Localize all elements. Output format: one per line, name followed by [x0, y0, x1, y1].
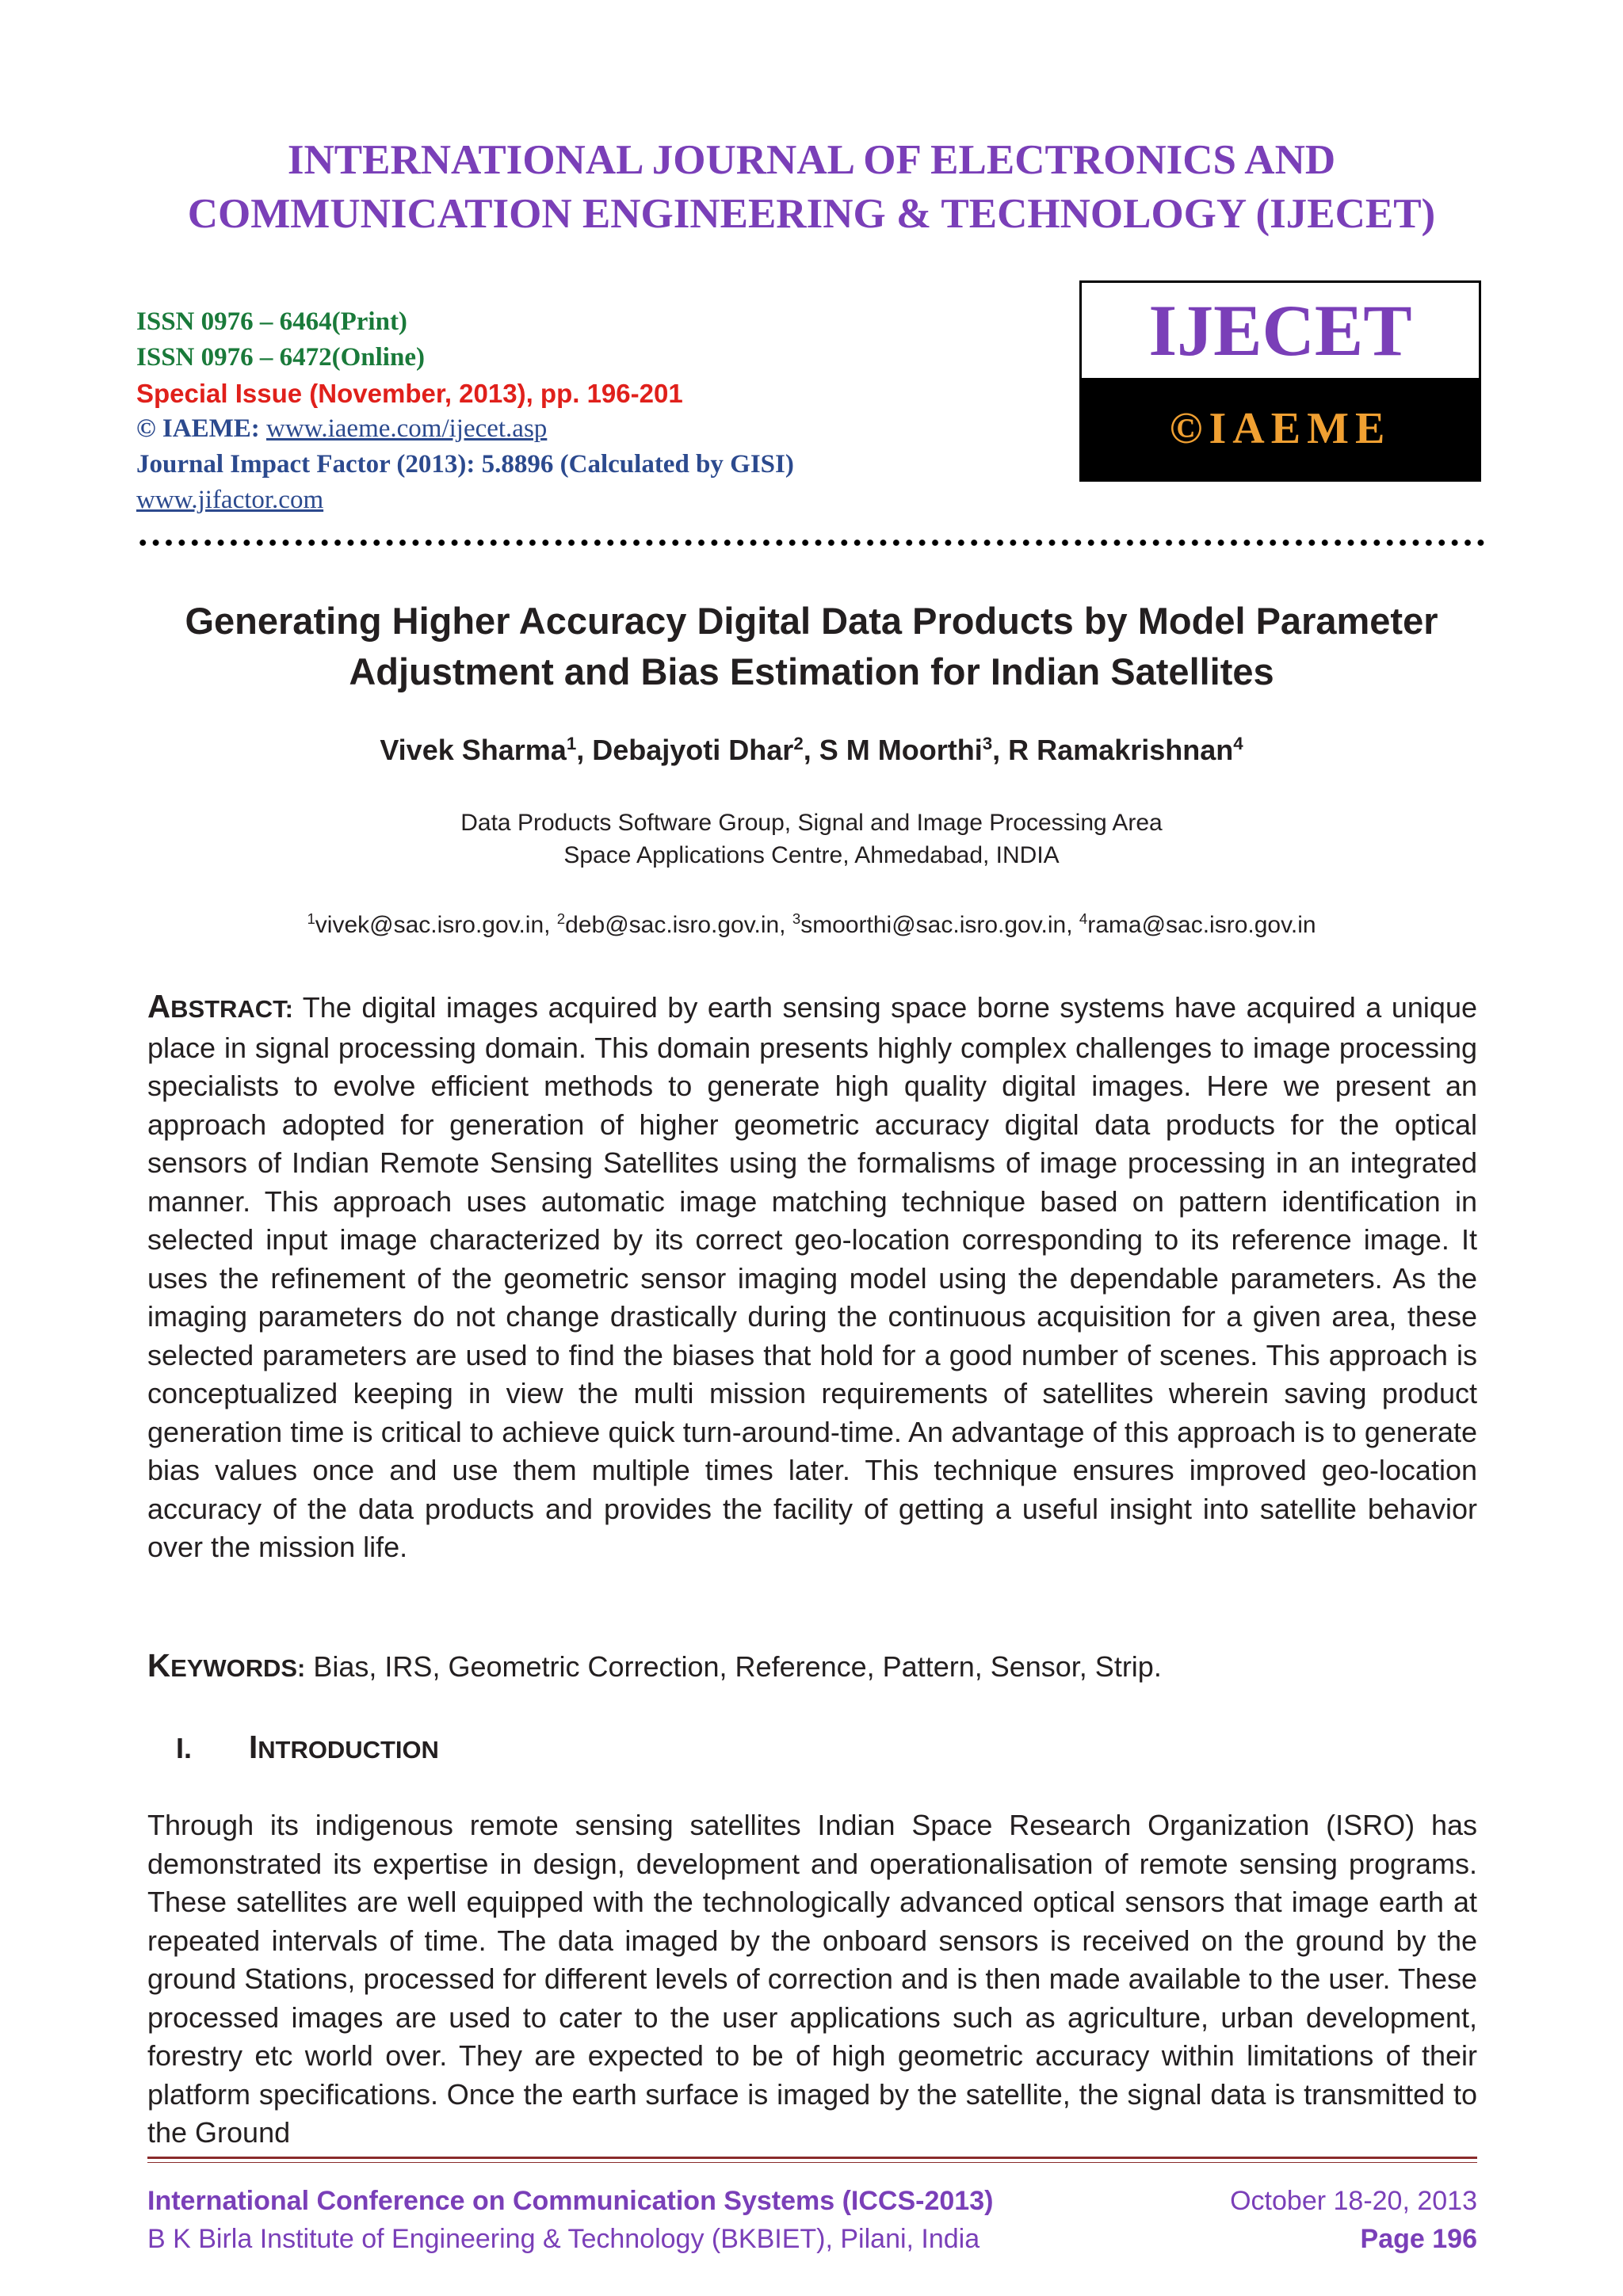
paper-title [119, 596, 1504, 697]
dotted-divider [136, 537, 1488, 548]
special-issue: Special Issue (November, 2013), pp. 196-201 [136, 379, 683, 408]
footer-page-number: Page 196 [1360, 2224, 1477, 2254]
email: rama@sac.isro.gov.in [1087, 912, 1316, 938]
journal-title-line2: COMMUNICATION ENGINEERING & TECHNOLOGY (IJECET) [187, 191, 1436, 237]
iaeme-line [136, 411, 794, 447]
iaeme-link[interactable]: www.iaeme.com/ijecet.asp [266, 414, 548, 443]
keywords-label: KEYWORDS: [147, 1647, 306, 1684]
issn-print: ISSN 0976 – 6464(Print) [136, 307, 407, 336]
author: Vivek Sharma [380, 734, 567, 766]
keywords [147, 1646, 1477, 1688]
impact-factor: Journal Impact Factor (2013): 5.8896 (Calculated by GISI) [136, 450, 794, 479]
email: deb@sac.isro.gov.in [565, 912, 780, 938]
author: S M Moorthi [819, 734, 983, 766]
introduction-paragraph: Through its indigenous remote sensing satellites Indian Space Research Organization (ISRO) has demonstrated its expertise in design, development and operationalisation of remote sensing programs. These satellites are well equipped with the technologically advanced optical sensors that image earth at repeated intervals of time. The data imaged by the onboard sensors is received on the ground by the ground Stations, processed for different levels of correction and is then made available to the user. These processed images are used to cater to the user applications such as agriculture, urban development, forestry etc world over. They are expected to be of high geometric accuracy within limitations of their platform specifications. Once the earth surface is imaged by the satellite, the signal data is transmitted to the Ground [147, 1809, 1477, 2149]
footer-institute: B K Birla Institute of Engineering & Technology (BKBIET), Pilani, India [147, 2224, 980, 2254]
issn-online: ISSN 0976 – 6472(Online) [136, 343, 425, 372]
footer-rule-thin [147, 2162, 1477, 2163]
section-title-rest: NTRODUCTION [258, 1736, 439, 1764]
ijecet-logo [1079, 280, 1481, 482]
affiliation-line1: Data Products Software Group, Signal and Image Processing Area [460, 810, 1163, 836]
author-sup: 4 [1233, 734, 1243, 753]
journal-title [0, 133, 1623, 241]
author-sup: 3 [982, 734, 993, 753]
author: Debajyoti Dhar [592, 734, 794, 766]
email-sup: 2 [556, 910, 566, 927]
email: smoorthi@sac.isro.gov.in [800, 912, 1067, 938]
author-list: Vivek Sharma$^1$, Debajyoti Dhar$^2$, S M Moorthi$^3$, R Ramakrishnan$^4$ [380, 734, 1243, 766]
email-sup: 3 [792, 910, 801, 927]
email-sup: 1 [307, 910, 315, 927]
section-heading-introduction [176, 1727, 439, 1770]
footer-rule [147, 2157, 1477, 2159]
author-sup: 2 [793, 734, 804, 753]
author: R Ramakrishnan [1008, 734, 1234, 766]
paper-title-line1: Generating Higher Accuracy Digital Data Products by Model Parameter [185, 600, 1438, 642]
section-number: I. [176, 1732, 193, 1764]
abstract [147, 987, 1477, 1567]
abstract-text: The digital images acquired by earth sensing space borne systems have acquired a unique place in signal processing domain. This domain presents highly complex challenges to image processing specialists to evolve efficient methods to generate high quality digital images. Here we present an approach adopted for generation of higher geometric accuracy digital data products for the optical sensors of Indian Remote Sensing Satellites using the formalisms of image processing in an integrated manner. This approach uses automatic image matching technique based on pattern identification in selected input image characterized by its correct geo-location corresponding to its reference image. It uses the refinement of the geometric sensor imaging model using the dependable parameters. As the imaging parameters do not change drastically during the continuous acquisition for a given area, these selected parameters are used to find the biases that hold for a good number of scenes. This approach is conceptualized keeping in view the multi mission requirements of satellites wherein saving product generation time is critical to achieve quick turn-around-time. An advantage of this approach is to generate bias values once and use them multiple times later. This technique ensures improved geo-location accuracy of the data products and provides the facility of getting a useful insight into satellite behavior over the mission life. [147, 991, 1477, 1563]
email: vivek@sac.isro.gov.in [315, 912, 544, 938]
journal-metadata [136, 304, 794, 518]
logo-bottom-text: ©IAEME [1082, 378, 1479, 479]
journal-title-line1: INTERNATIONAL JOURNAL OF ELECTRONICS AND [287, 137, 1336, 183]
affiliation [0, 807, 1623, 871]
section-title-first: I [249, 1729, 258, 1765]
logo-top-text: IJECET [1082, 283, 1479, 378]
footer-date: October 18-20, 2013 [1230, 2186, 1477, 2216]
email-list: $^1$vivek@sac.isro.gov.in, $^2$deb@sac.isro.gov.in, $^3$smoorthi@sac.isro.gov.in, $^4$rama@sac.isro.gov.in [307, 910, 1316, 938]
jifactor-link[interactable]: www.jifactor.com [136, 486, 324, 514]
footer-conference: International Conference on Communication Systems (ICCS-2013) [147, 2186, 994, 2216]
affiliation-line2: Space Applications Centre, Ahmedabad, INDIA [563, 842, 1060, 868]
keywords-text: Bias, IRS, Geometric Correction, Reference, Pattern, Sensor, Strip. [313, 1650, 1162, 1683]
author-sup: 1 [566, 734, 577, 753]
paper-title-line2: Adjustment and Bias Estimation for Indian Satellites [349, 650, 1274, 692]
email-sup: 4 [1079, 910, 1088, 927]
iaeme-label: © IAEME: [136, 414, 260, 443]
abstract-label: ABSTRACT: [147, 988, 293, 1024]
